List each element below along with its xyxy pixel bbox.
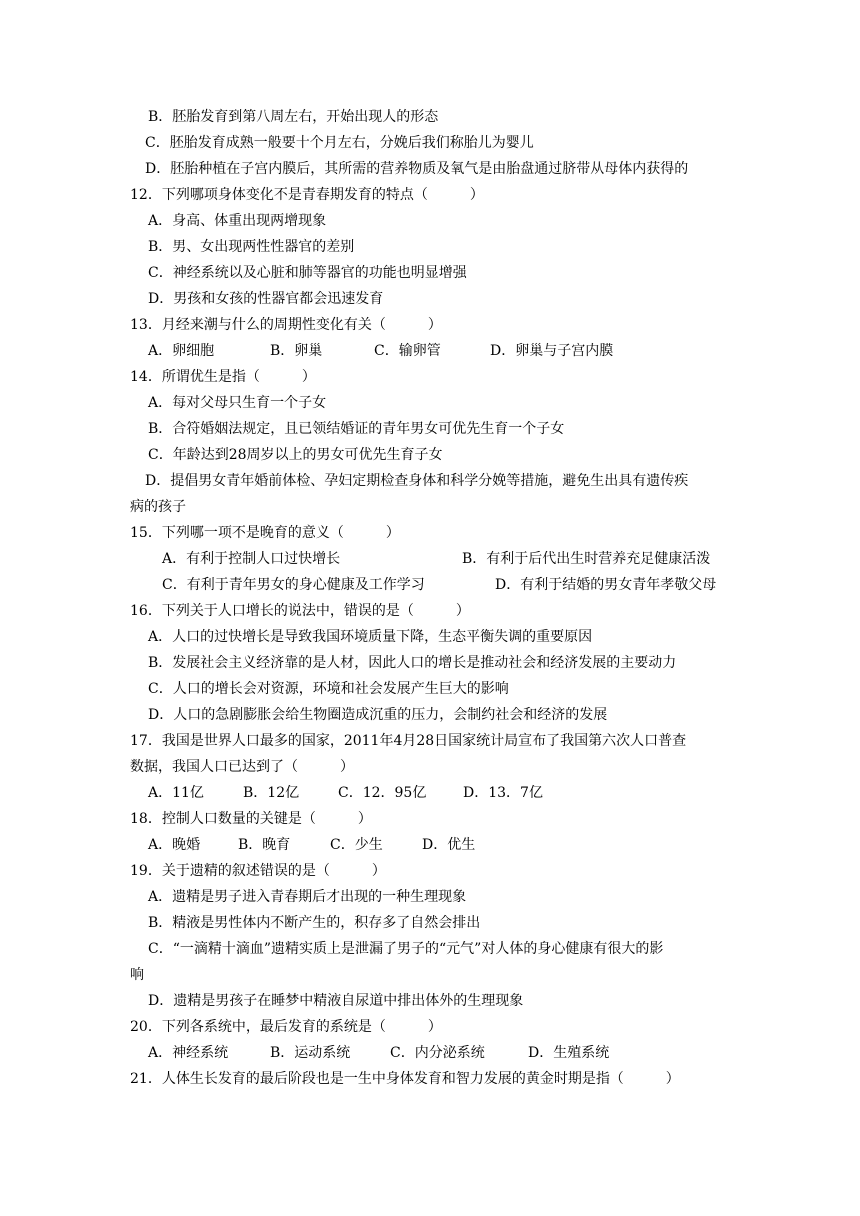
q20-option-a: A．神经系统 xyxy=(148,1045,229,1061)
q12-option-c: C．神经系统以及心脏和肺等器官的功能也明显增强 xyxy=(148,265,467,281)
q20-option-d: D．生殖系统 xyxy=(528,1045,610,1061)
q14-option-c: C．年龄达到28周岁以上的男女可优先生育子女 xyxy=(148,447,443,463)
q15-option-a: A．有利于控制人口过快增长 xyxy=(162,551,341,567)
q17-stem-line2: 数据，我国人口已达到了（ ） xyxy=(130,759,354,775)
q12-option-d: D．男孩和女孩的性器官都会迅速发育 xyxy=(148,291,384,307)
q16-option-d: D．人口的急剧膨胀会给生物圈造成沉重的压力，会制约社会和经济的发展 xyxy=(148,707,608,723)
q16-option-a: A．人口的过快增长是导致我国环境质量下降，生态平衡失调的重要原因 xyxy=(148,629,593,645)
q15-stem: 15．下列哪一项不是晚育的意义（ ） xyxy=(130,525,400,541)
q18-option-c: C．少生 xyxy=(330,837,383,853)
q18-option-a: A．晚婚 xyxy=(148,837,201,853)
q15-option-c: C．有利于青年男女的身心健康及工作学习 xyxy=(162,577,425,593)
q17-option-d: D．13．7亿 xyxy=(463,785,543,801)
q17-option-a: A．11亿 xyxy=(148,785,204,801)
q13-option-c: C．输卵管 xyxy=(374,343,441,359)
q14-option-d-line2: 病的孩子 xyxy=(130,499,186,515)
q13-option-d: D．卵巢与子宫内膜 xyxy=(490,343,614,359)
q12-option-a: A．身高、体重出现两增现象 xyxy=(148,213,327,229)
q17-option-c: C．12．95亿 xyxy=(338,785,427,801)
q13-option-a: A．卵细胞 xyxy=(148,343,215,359)
q19-option-b: B．精液是男性体内不断产生的，积存多了自然会排出 xyxy=(148,915,481,931)
q19-stem: 19．关于遗精的叙述错误的是（ ） xyxy=(130,863,386,879)
q12-option-b: B．男、女出现两性性器官的差别 xyxy=(148,239,355,255)
q11-option-b: B．胚胎发育到第八周左右，开始出现人的形态 xyxy=(148,109,439,125)
q12-stem: 12．下列哪项身体变化不是青春期发育的特点（ ） xyxy=(130,187,484,203)
q16-stem: 16．下列关于人口增长的说法中，错误的是（ ） xyxy=(130,603,470,619)
q17-option-b: B．12亿 xyxy=(243,785,300,801)
q18-option-d: D．优生 xyxy=(422,837,476,853)
q19-option-a: A．遗精是男子进入青春期后才出现的一种生理现象 xyxy=(148,889,467,905)
q18-option-b: B．晚育 xyxy=(238,837,291,853)
q13-stem: 13．月经来潮与什么的周期性变化有关（ ） xyxy=(130,317,442,333)
q11-option-c: C．胚胎发育成熟一般要十个月左右，分娩后我们称胎儿为婴儿 xyxy=(145,135,534,151)
q15-option-d: D．有利于结婚的男女青年孝敬父母 xyxy=(495,577,717,593)
q19-option-c-line2: 响 xyxy=(130,967,144,983)
q20-stem: 20．下列各系统中，最后发育的系统是（ ） xyxy=(130,1019,442,1035)
q17-stem-line1: 17．我国是世界人口最多的国家，2011年4月28日国家统计局宣布了我国第六次人口普查 xyxy=(130,733,687,749)
q20-option-b: B．运动系统 xyxy=(270,1045,351,1061)
q14-option-b: B．合符婚姻法规定，且已领结婚证的青年男女可优先生育一个子女 xyxy=(148,421,565,437)
q19-option-c-line1: C．“一滴精十滴血”遗精实质上是泄漏了男子的“元气”对人体的身心健康有很大的影 xyxy=(148,941,664,957)
q11-option-d: D．胚胎种植在子宫内膜后，其所需的营养物质及氧气是由胎盘通过脐带从母体内获得的 xyxy=(145,161,689,177)
q15-option-b: B．有利于后代出生时营养充足健康活泼 xyxy=(462,551,711,567)
q21-stem: 21．人体生长发育的最后阶段也是一生中身体发育和智力发展的黄金时期是指（ ） xyxy=(130,1071,680,1087)
q20-option-c: C．内分泌系统 xyxy=(390,1045,485,1061)
q14-option-d-line1: D．提倡男女青年婚前体检、孕妇定期检查身体和科学分娩等措施，避免生出具有遗传疾 xyxy=(145,473,689,489)
q14-stem: 14．所谓优生是指（ ） xyxy=(130,369,316,385)
q14-option-a: A．每对父母只生育一个子女 xyxy=(148,395,327,411)
q19-option-d: D．遗精是男孩子在睡梦中精液自尿道中排出体外的生理现象 xyxy=(148,993,524,1009)
q16-option-c: C．人口的增长会对资源，环境和社会发展产生巨大的影响 xyxy=(148,681,509,697)
q18-stem: 18．控制人口数量的关键是（ ） xyxy=(130,811,372,827)
q13-option-b: B．卵巢 xyxy=(270,343,323,359)
q16-option-b: B．发展社会主义经济靠的是人材，因此人口的增长是推动社会和经济发展的主要动力 xyxy=(148,655,677,671)
